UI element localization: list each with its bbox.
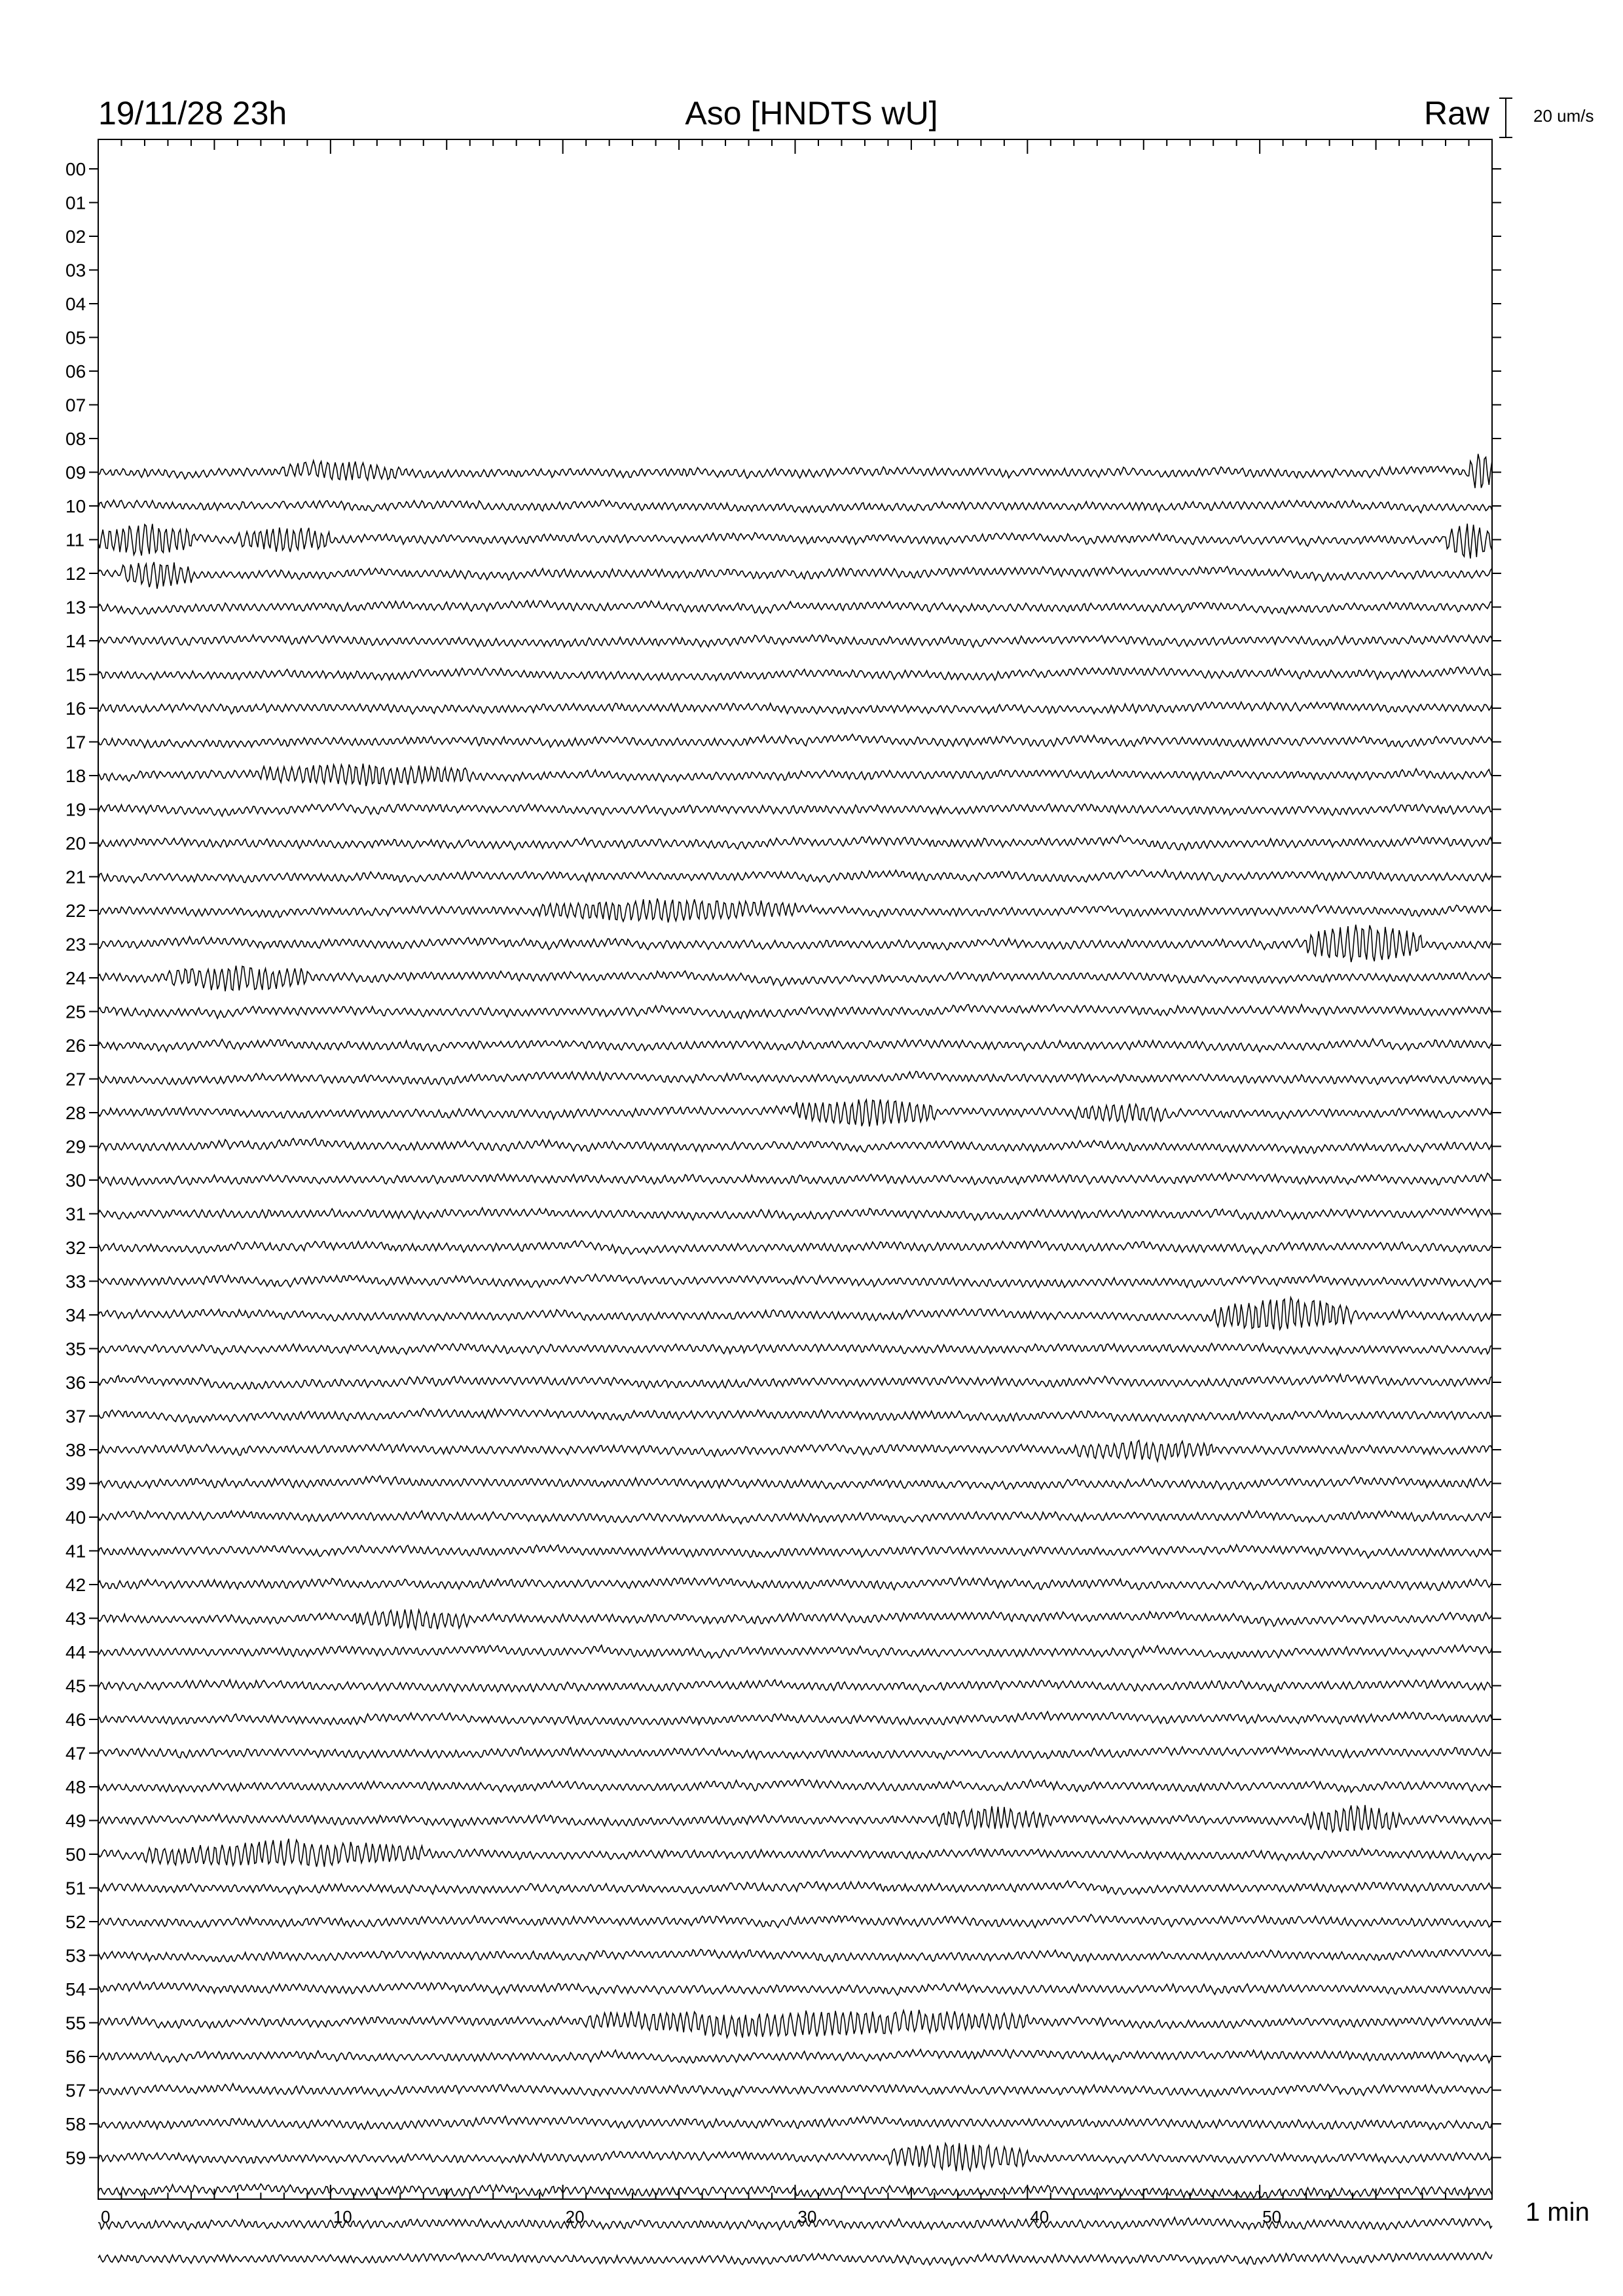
row-label: 35 xyxy=(65,1338,86,1359)
row-label: 32 xyxy=(65,1238,86,1258)
row-label: 06 xyxy=(65,361,86,382)
row-label: 43 xyxy=(65,1608,86,1629)
row-label: 55 xyxy=(65,2013,86,2034)
seismic-trace xyxy=(98,899,1492,923)
plot-frame xyxy=(98,139,1492,2199)
row-label: 20 xyxy=(65,833,86,853)
x-tick-label: 40 xyxy=(1030,2207,1049,2227)
seismic-trace xyxy=(98,870,1492,883)
row-label: 31 xyxy=(65,1204,86,1225)
seismic-trace xyxy=(98,1408,1492,1423)
row-label: 00 xyxy=(65,159,86,179)
seismic-trace xyxy=(98,835,1492,850)
time-unit-label: 1 min xyxy=(1525,2198,1590,2227)
row-label: 34 xyxy=(65,1305,86,1325)
seismic-trace xyxy=(98,454,1492,488)
row-label: 59 xyxy=(65,2147,86,2168)
seismic-trace xyxy=(98,1881,1492,1895)
row-label: 40 xyxy=(65,1507,86,1528)
seismic-trace xyxy=(98,1071,1492,1085)
seismic-trace xyxy=(98,1839,1492,1867)
seismic-trace xyxy=(98,1949,1492,1962)
row-label: 14 xyxy=(65,631,86,651)
seismic-trace xyxy=(98,1609,1492,1629)
seismic-trace xyxy=(98,2143,1492,2171)
row-label: 09 xyxy=(65,462,86,483)
row-label: 33 xyxy=(65,1271,86,1292)
seismic-trace xyxy=(98,1138,1492,1153)
row-label: 47 xyxy=(65,1743,86,1764)
seismic-trace xyxy=(98,1005,1492,1019)
x-tick-label: 30 xyxy=(797,2207,817,2227)
seismic-trace xyxy=(98,1274,1492,1287)
row-label: 44 xyxy=(65,1642,86,1662)
row-label: 45 xyxy=(65,1676,86,1696)
row-label: 52 xyxy=(65,1912,86,1932)
seismic-trace xyxy=(98,925,1492,962)
seismic-trace xyxy=(98,1343,1492,1355)
seismic-trace xyxy=(98,635,1492,647)
row-label: 01 xyxy=(65,192,86,213)
seismic-trace xyxy=(98,1374,1492,1390)
row-label: 04 xyxy=(65,294,86,314)
row-label: 30 xyxy=(65,1170,86,1191)
seismic-trace xyxy=(98,1982,1492,1996)
row-label: 51 xyxy=(65,1878,86,1899)
row-label: 28 xyxy=(65,1103,86,1123)
row-label: 56 xyxy=(65,2047,86,2067)
x-tick-label: 50 xyxy=(1262,2207,1282,2227)
seismic-trace xyxy=(98,1805,1492,1832)
row-label: 10 xyxy=(65,496,86,516)
seismic-trace xyxy=(98,562,1492,589)
seismic-trace xyxy=(98,734,1492,748)
row-label: 42 xyxy=(65,1575,86,1595)
seismic-trace xyxy=(98,1297,1492,1329)
row-label: 11 xyxy=(65,529,85,550)
plot-title: Aso [HNDTS wU] xyxy=(685,95,938,132)
seismic-trace xyxy=(98,804,1492,816)
seismic-trace xyxy=(98,1914,1492,1928)
mode-label: Raw xyxy=(1424,95,1490,132)
row-label: 12 xyxy=(65,564,86,584)
x-tick-label: 10 xyxy=(333,2207,352,2227)
row-label: 07 xyxy=(65,395,86,416)
row-label: 36 xyxy=(65,1372,86,1393)
plot-date-label: 19/11/28 23h xyxy=(98,95,287,132)
row-label: 57 xyxy=(65,2080,86,2101)
row-label: 17 xyxy=(65,732,86,753)
row-label: 37 xyxy=(65,1406,86,1427)
row-label: 16 xyxy=(65,698,86,719)
seismic-trace xyxy=(98,764,1492,786)
row-label: 02 xyxy=(65,226,86,247)
amplitude-scale-label: 20 um/s xyxy=(1533,106,1594,126)
row-label: 03 xyxy=(65,260,86,281)
row-label: 38 xyxy=(65,1440,86,1460)
seismic-trace xyxy=(98,1680,1492,1693)
seismic-trace xyxy=(98,1577,1492,1590)
seismic-trace xyxy=(98,1511,1492,1524)
row-label: 24 xyxy=(65,968,86,988)
seismic-trace xyxy=(98,667,1492,681)
seismic-trace xyxy=(98,2010,1492,2038)
row-label: 13 xyxy=(65,597,86,618)
seismic-trace xyxy=(98,2116,1492,2129)
row-label: 25 xyxy=(65,1001,86,1022)
seismic-trace xyxy=(98,1780,1492,1793)
seismic-trace xyxy=(98,2049,1492,2063)
x-tick-label: 0 xyxy=(101,2207,111,2227)
row-label: 46 xyxy=(65,1710,86,1730)
x-tick-label: 20 xyxy=(565,2207,585,2227)
seismic-trace xyxy=(98,1208,1492,1220)
seismic-trace xyxy=(98,1173,1492,1185)
row-label: 05 xyxy=(65,327,86,348)
row-label: 29 xyxy=(65,1136,86,1157)
seismic-trace xyxy=(98,1241,1492,1255)
seismic-trace xyxy=(98,601,1492,615)
seismic-trace xyxy=(98,1441,1492,1462)
row-label: 22 xyxy=(65,901,86,921)
seismic-trace xyxy=(98,1545,1492,1558)
row-label: 48 xyxy=(65,1777,86,1797)
seismic-trace xyxy=(98,1645,1492,1659)
seismic-trace xyxy=(98,2084,1492,2097)
row-label: 50 xyxy=(65,1844,86,1865)
row-label: 19 xyxy=(65,799,86,820)
row-label: 08 xyxy=(65,429,86,449)
row-label: 39 xyxy=(65,1473,86,1494)
row-label: 49 xyxy=(65,1810,86,1831)
row-label: 21 xyxy=(65,867,86,888)
seismic-trace xyxy=(98,1747,1492,1759)
seismic-trace xyxy=(98,1100,1492,1126)
seismic-trace xyxy=(98,524,1492,558)
seismic-trace xyxy=(98,1712,1492,1725)
row-label: 15 xyxy=(65,664,86,685)
seismic-trace xyxy=(98,1039,1492,1052)
row-label: 53 xyxy=(65,1945,86,1966)
row-label: 27 xyxy=(65,1069,86,1090)
row-label: 54 xyxy=(65,1979,86,2000)
seismic-trace xyxy=(98,500,1492,512)
row-label: 58 xyxy=(65,2114,86,2134)
seismic-trace xyxy=(98,2217,1492,2230)
seismic-trace xyxy=(98,966,1492,992)
seismic-trace xyxy=(98,1476,1492,1490)
row-label: 18 xyxy=(65,766,86,786)
row-label: 26 xyxy=(65,1035,86,1056)
seismic-trace xyxy=(98,702,1492,714)
seismic-trace xyxy=(98,2252,1492,2265)
row-label: 23 xyxy=(65,934,86,955)
row-label: 41 xyxy=(65,1541,86,1562)
